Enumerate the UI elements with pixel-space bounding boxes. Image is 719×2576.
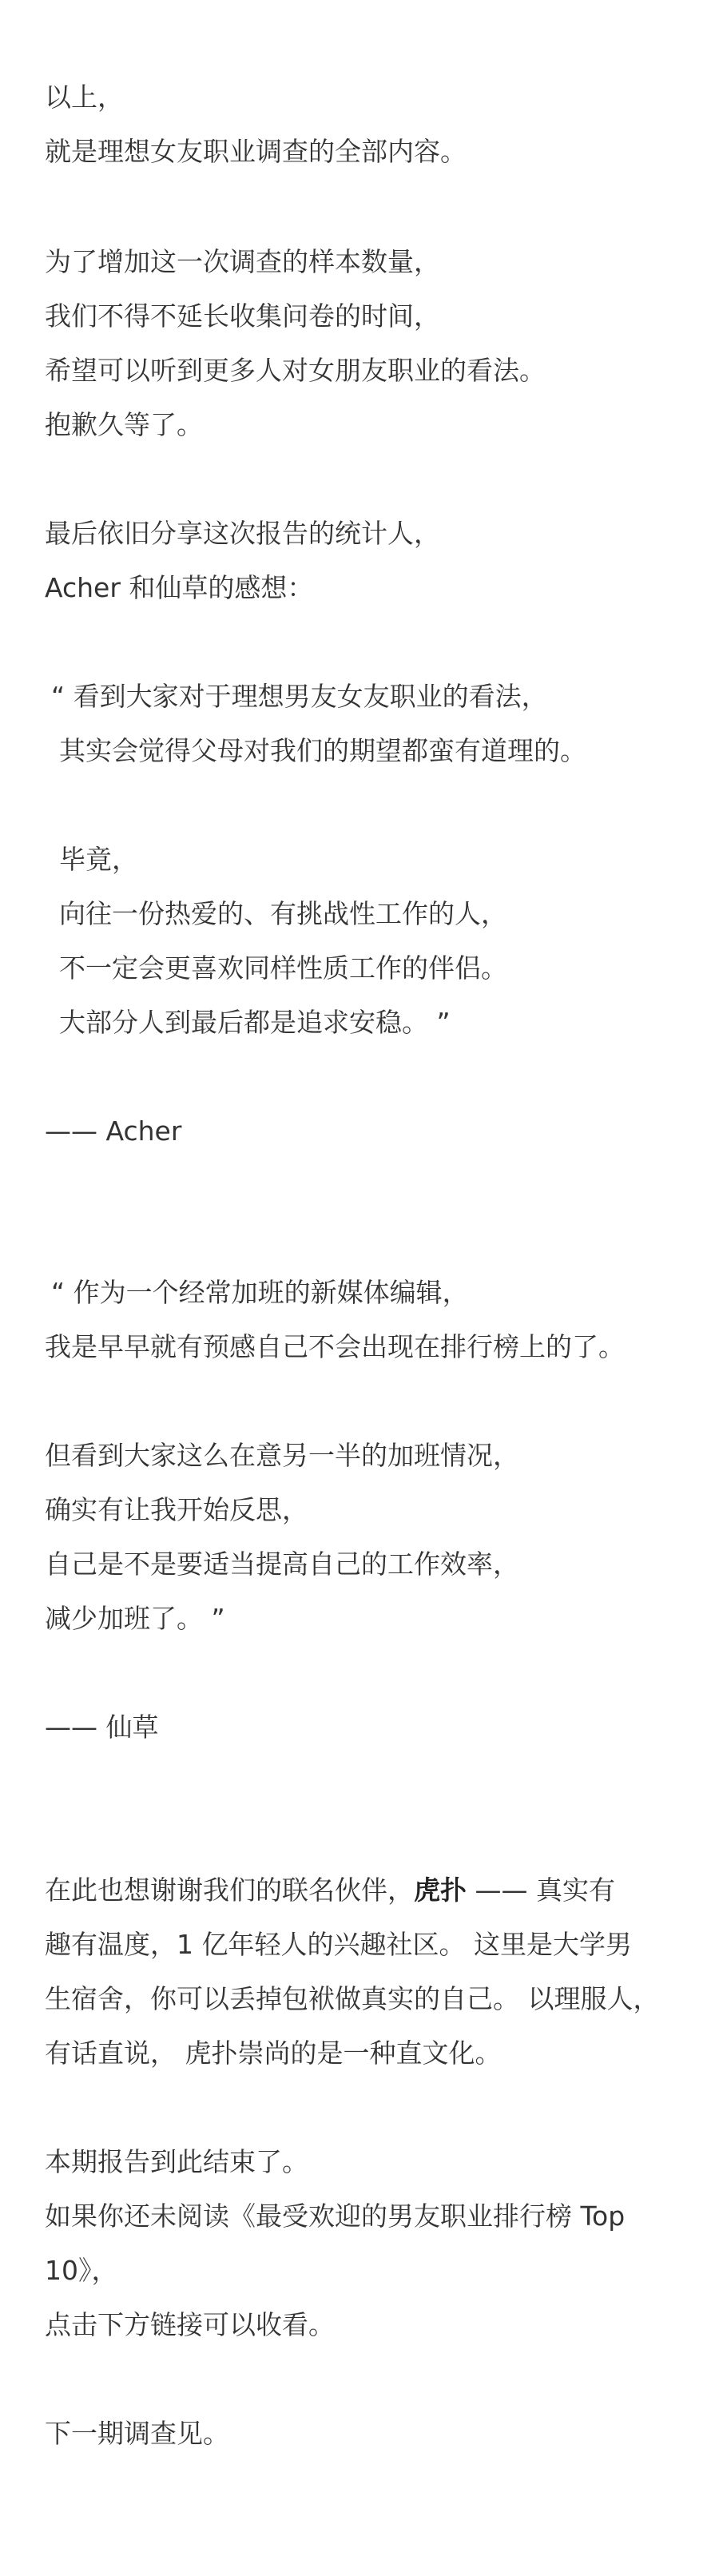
- acher-quote-line-6: 大部分人到最后都是追求安稳。 ”: [59, 1007, 451, 1038]
- extension-line-4: 抱歉久等了。: [45, 409, 203, 440]
- intro-line-1: 以上，: [45, 81, 124, 113]
- xiancao-quote-line-4: 确实有让我开始反思，: [45, 1494, 308, 1525]
- xiancao-quote-line-6: 减少加班了。 ”: [45, 1603, 225, 1634]
- closing-line-4: 点击下方链接可以收看。: [45, 2309, 335, 2340]
- closing-line-2: 如果你还未阅读《最受欢迎的男友职业排行榜 Top: [45, 2200, 626, 2232]
- share-line-1: 最后依旧分享这次报告的统计人，: [45, 518, 440, 549]
- closing-line-3: 10》，: [45, 2255, 118, 2286]
- xiancao-quote-line-5: 自己是不是要适当提高自己的工作效率，: [45, 1548, 519, 1580]
- thanks-line-2: 趣有温度，1 亿年轻人的兴趣社区。 这里是大学男: [45, 1929, 632, 1960]
- acher-quote-line-1: “ 看到大家对于理想男友女友职业的看法，: [51, 681, 548, 712]
- closing-line-5: 下一期调查见。: [45, 2418, 229, 2449]
- xiancao-signature: —— 仙草: [45, 1711, 159, 1743]
- acher-quote-line-3: 毕竟，: [59, 844, 138, 875]
- thanks-suffix: —— 真实有: [467, 1874, 615, 1906]
- acher-quote-line-5: 不一定会更喜欢同样性质工作的伴侣。: [59, 952, 507, 984]
- extension-line-2: 我们不得不延长收集问卷的时间，: [45, 300, 440, 332]
- intro-line-2: 就是理想女友职业调查的全部内容。: [45, 136, 467, 167]
- partner-name: 虎扑: [414, 1874, 467, 1906]
- extension-line-1: 为了增加这一次调查的样本数量，: [45, 246, 440, 277]
- xiancao-quote-line-1: “ 作为一个经常加班的新媒体编辑，: [51, 1277, 469, 1308]
- closing-line-1: 本期报告到此结束了。: [45, 2146, 308, 2177]
- xiancao-quote-line-3: 但看到大家这么在意另一半的加班情况，: [45, 1440, 519, 1471]
- xiancao-quote-line-2: 我是早早就有预感自己不会出现在排行榜上的了。: [45, 1331, 625, 1362]
- extension-line-3: 希望可以听到更多人对女朋友职业的看法。: [45, 355, 546, 386]
- acher-signature: —— Acher: [45, 1115, 182, 1147]
- thanks-line-3: 生宿舍，你可以丢掉包袱做真实的自己。 以理服人，: [45, 1983, 660, 2014]
- thanks-line-4: 有话直说， 虎扑崇尚的是一种直文化。: [45, 2037, 502, 2069]
- thanks-prefix: 在此也想谢谢我们的联名伙伴，: [45, 1874, 414, 1906]
- thanks-line-1: [45, 1874, 615, 1906]
- acher-quote-line-2: 其实会觉得父母对我们的期望都蛮有道理的。: [59, 735, 586, 766]
- share-line-2: Acher 和仙草的感想：: [45, 572, 314, 603]
- acher-quote-line-4: 向往一份热爱的、有挑战性工作的人，: [59, 898, 507, 929]
